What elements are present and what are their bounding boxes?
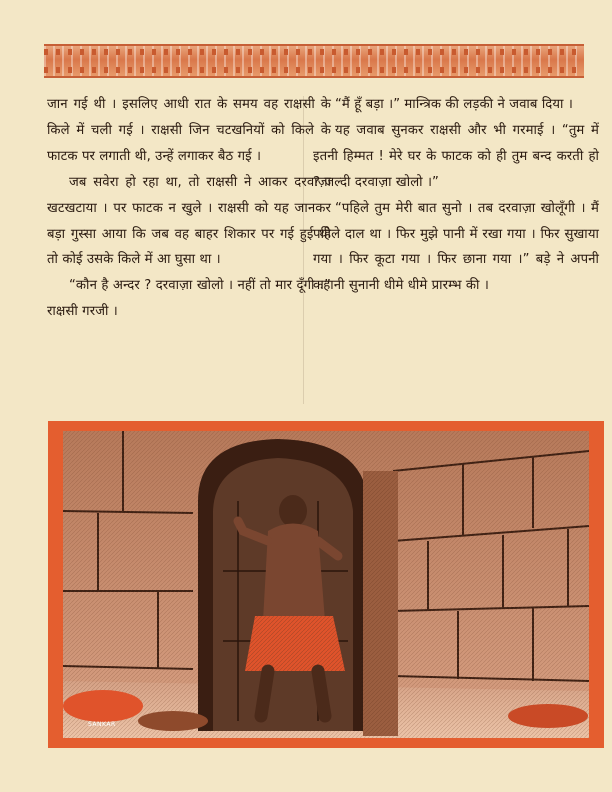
left-text-column	[47, 92, 331, 325]
column-divider	[303, 96, 304, 404]
right-text-column	[313, 92, 599, 299]
paragraph: जान गई थी । इसलिए आधी रात के समय वह राक्षसी के किले में चली गई । राक्षसी जिन चटखनियों को किले के फाटक पर लगाती थी, उन्हें लगाकर बैठ गई ।	[47, 97, 331, 164]
paragraph: जब सवेरा हो रहा था, तो राक्षसी ने आकर दरवाज़ा खटखटाया । पर फाटक न खुले । राक्षसी को यह जानकर बड़ा गुस्सा आया कि जब वह बाहर शिकार पर गई हुई थी तो कोई उसके किले में आ घुसा था ।	[47, 174, 331, 268]
ogress-at-fortress-gate-illustration	[63, 431, 589, 738]
paragraph: “मैं हूँ बड़ा ।” मान्त्रिक की लड़की ने जवाब दिया ।	[335, 97, 573, 112]
paragraph: “कौन है अन्दर ? दरवाज़ा खोलो । नहीं तो मार दूँगी ।” राक्षसी गरजी ।	[47, 278, 331, 320]
story-illustration	[48, 421, 604, 748]
paragraph: “पहिले तुम मेरी बात सुनो । तब दरवाज़ा खोलूँगी । मैं पहिले दाल था । फिर मुझे पानी में रखा गया । फिर सुखाया गया । फिर कूटा गया । फिर छाना गया ।” बड़े ने अपनी कहानी सुनानी धीमे धीमे प्रारम्भ की ।	[313, 200, 599, 294]
paragraph: यह जवाब सुनकर राक्षसी और भी गरमाई । “तुम में इतनी हिम्मत ! मेरे घर के फाटक को ही तुम बन्द करती हो ? जल्दी दरवाज़ा खोलो ।”	[313, 122, 599, 190]
decorative-top-border	[44, 44, 584, 78]
artist-signature: SANKAR	[88, 721, 116, 728]
